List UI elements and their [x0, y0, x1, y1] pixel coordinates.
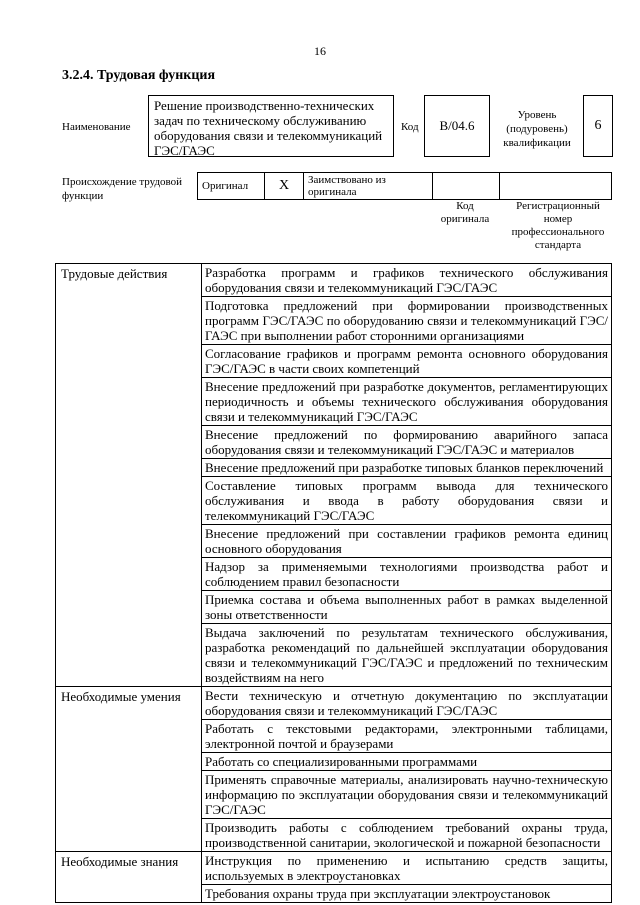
table-row [56, 264, 612, 297]
requirement-item: Выдача заключений по результатам технического обслуживания, разработка рекомендаций по дальнейшей эксплуатации оборудования связи и телекоммуникаций ГЭС/ГАЭС и предложений по техническим воздействиям на него [202, 624, 612, 687]
function-name: Решение производственно-технических задач по техническому обслуживанию оборудования связи и телекоммуникаций ГЭС/ГАЭС [148, 95, 394, 157]
requirement-item: Внесение предложений при разработке типовых бланков переключений [202, 459, 612, 477]
original-code-cell [433, 173, 500, 200]
requirement-item: Производить работы с соблюдением требований охраны труда, производственной санитарии, экологической и пожарной безопасности [202, 819, 612, 852]
original-code-label: Код оригинала [440, 200, 490, 225]
reg-number-label: Регистрационный номер профессионального стандарта [511, 200, 605, 251]
origin-table [197, 172, 612, 200]
function-code: B/04.6 [424, 95, 490, 157]
table-row [56, 852, 612, 885]
table-row [56, 687, 612, 720]
page-number: 16 [314, 44, 326, 58]
requirement-item: Составление типовых программ вывода для технического обслуживания и ввода в работу оборудования связи и телекоммуникаций ГЭС/ГАЭС [202, 477, 612, 525]
section-title: 3.2.4. Трудовая функция [62, 68, 216, 83]
requirement-item: Разработка программ и графиков технического обслуживания оборудования связи и телекоммуникаций ГЭС/ГАЭС [202, 264, 612, 297]
section-category: Трудовые действия [56, 264, 202, 687]
requirement-item: Инструкция по применению и испытанию средств защиты, используемых в электроустановках [202, 852, 612, 885]
requirement-item: Внесение предложений при разработке документов, регламентирующих периодичность и объемы технического обслуживания оборудования связи и телекоммуникаций ГЭС/ГАЭС [202, 378, 612, 426]
requirement-item: Требования охраны труда при эксплуатации электроустановок [202, 885, 612, 903]
requirement-item: Вести техническую и отчетную документацию по эксплуатации оборудования связи и телекоммуникаций ГЭС/ГАЭС [202, 687, 612, 720]
requirement-item: Надзор за применяемыми технологиями производства работ и соблюдением правил безопасности [202, 558, 612, 591]
level-value: 6 [583, 95, 613, 157]
code-label: Код [401, 121, 419, 133]
requirement-item: Внесение предложений по формированию аварийного запаса оборудования связи и телекоммуникаций ГЭС/ГАЭС и материалов [202, 426, 612, 459]
original-mark: X [265, 173, 304, 200]
function-details-table [55, 263, 612, 903]
requirement-item: Работать с текстовыми редакторами, электронными таблицами, электронной почтой и браузерами [202, 720, 612, 753]
borrowed-label: Заимствовано из оригинала [304, 173, 433, 200]
level-label: Уровень (подуровень) квалификации [503, 109, 571, 149]
reg-number-cell [500, 173, 612, 200]
requirement-item: Согласование графиков и программ ремонта основного оборудования ГЭС/ГАЭС в части своих компетенций [202, 345, 612, 378]
requirement-item: Подготовка предложений при формировании производственных программ ГЭС/ГАЭС по оборудованию связи и телекоммуникаций ГЭС/ГАЭС при выполнении работ сторонними организациями [202, 297, 612, 345]
section-category: Необходимые умения [56, 687, 202, 852]
requirement-item: Работать со специализированными программами [202, 753, 612, 771]
name-label: Наименование [62, 121, 131, 133]
original-label: Оригинал [198, 173, 265, 200]
requirement-item: Приемка состава и объема выполненных работ в рамках выделенной зоны ответственности [202, 591, 612, 624]
origin-label: Происхождение трудовой функции [62, 176, 183, 202]
requirement-item: Внесение предложений при составлении графиков ремонта единиц основного оборудования [202, 525, 612, 558]
section-category: Необходимые знания [56, 852, 202, 903]
requirement-item: Применять справочные материалы, анализировать научно-техническую информацию по эксплуатации оборудования связи и телекоммуникаций ГЭС/ГАЭС [202, 771, 612, 819]
